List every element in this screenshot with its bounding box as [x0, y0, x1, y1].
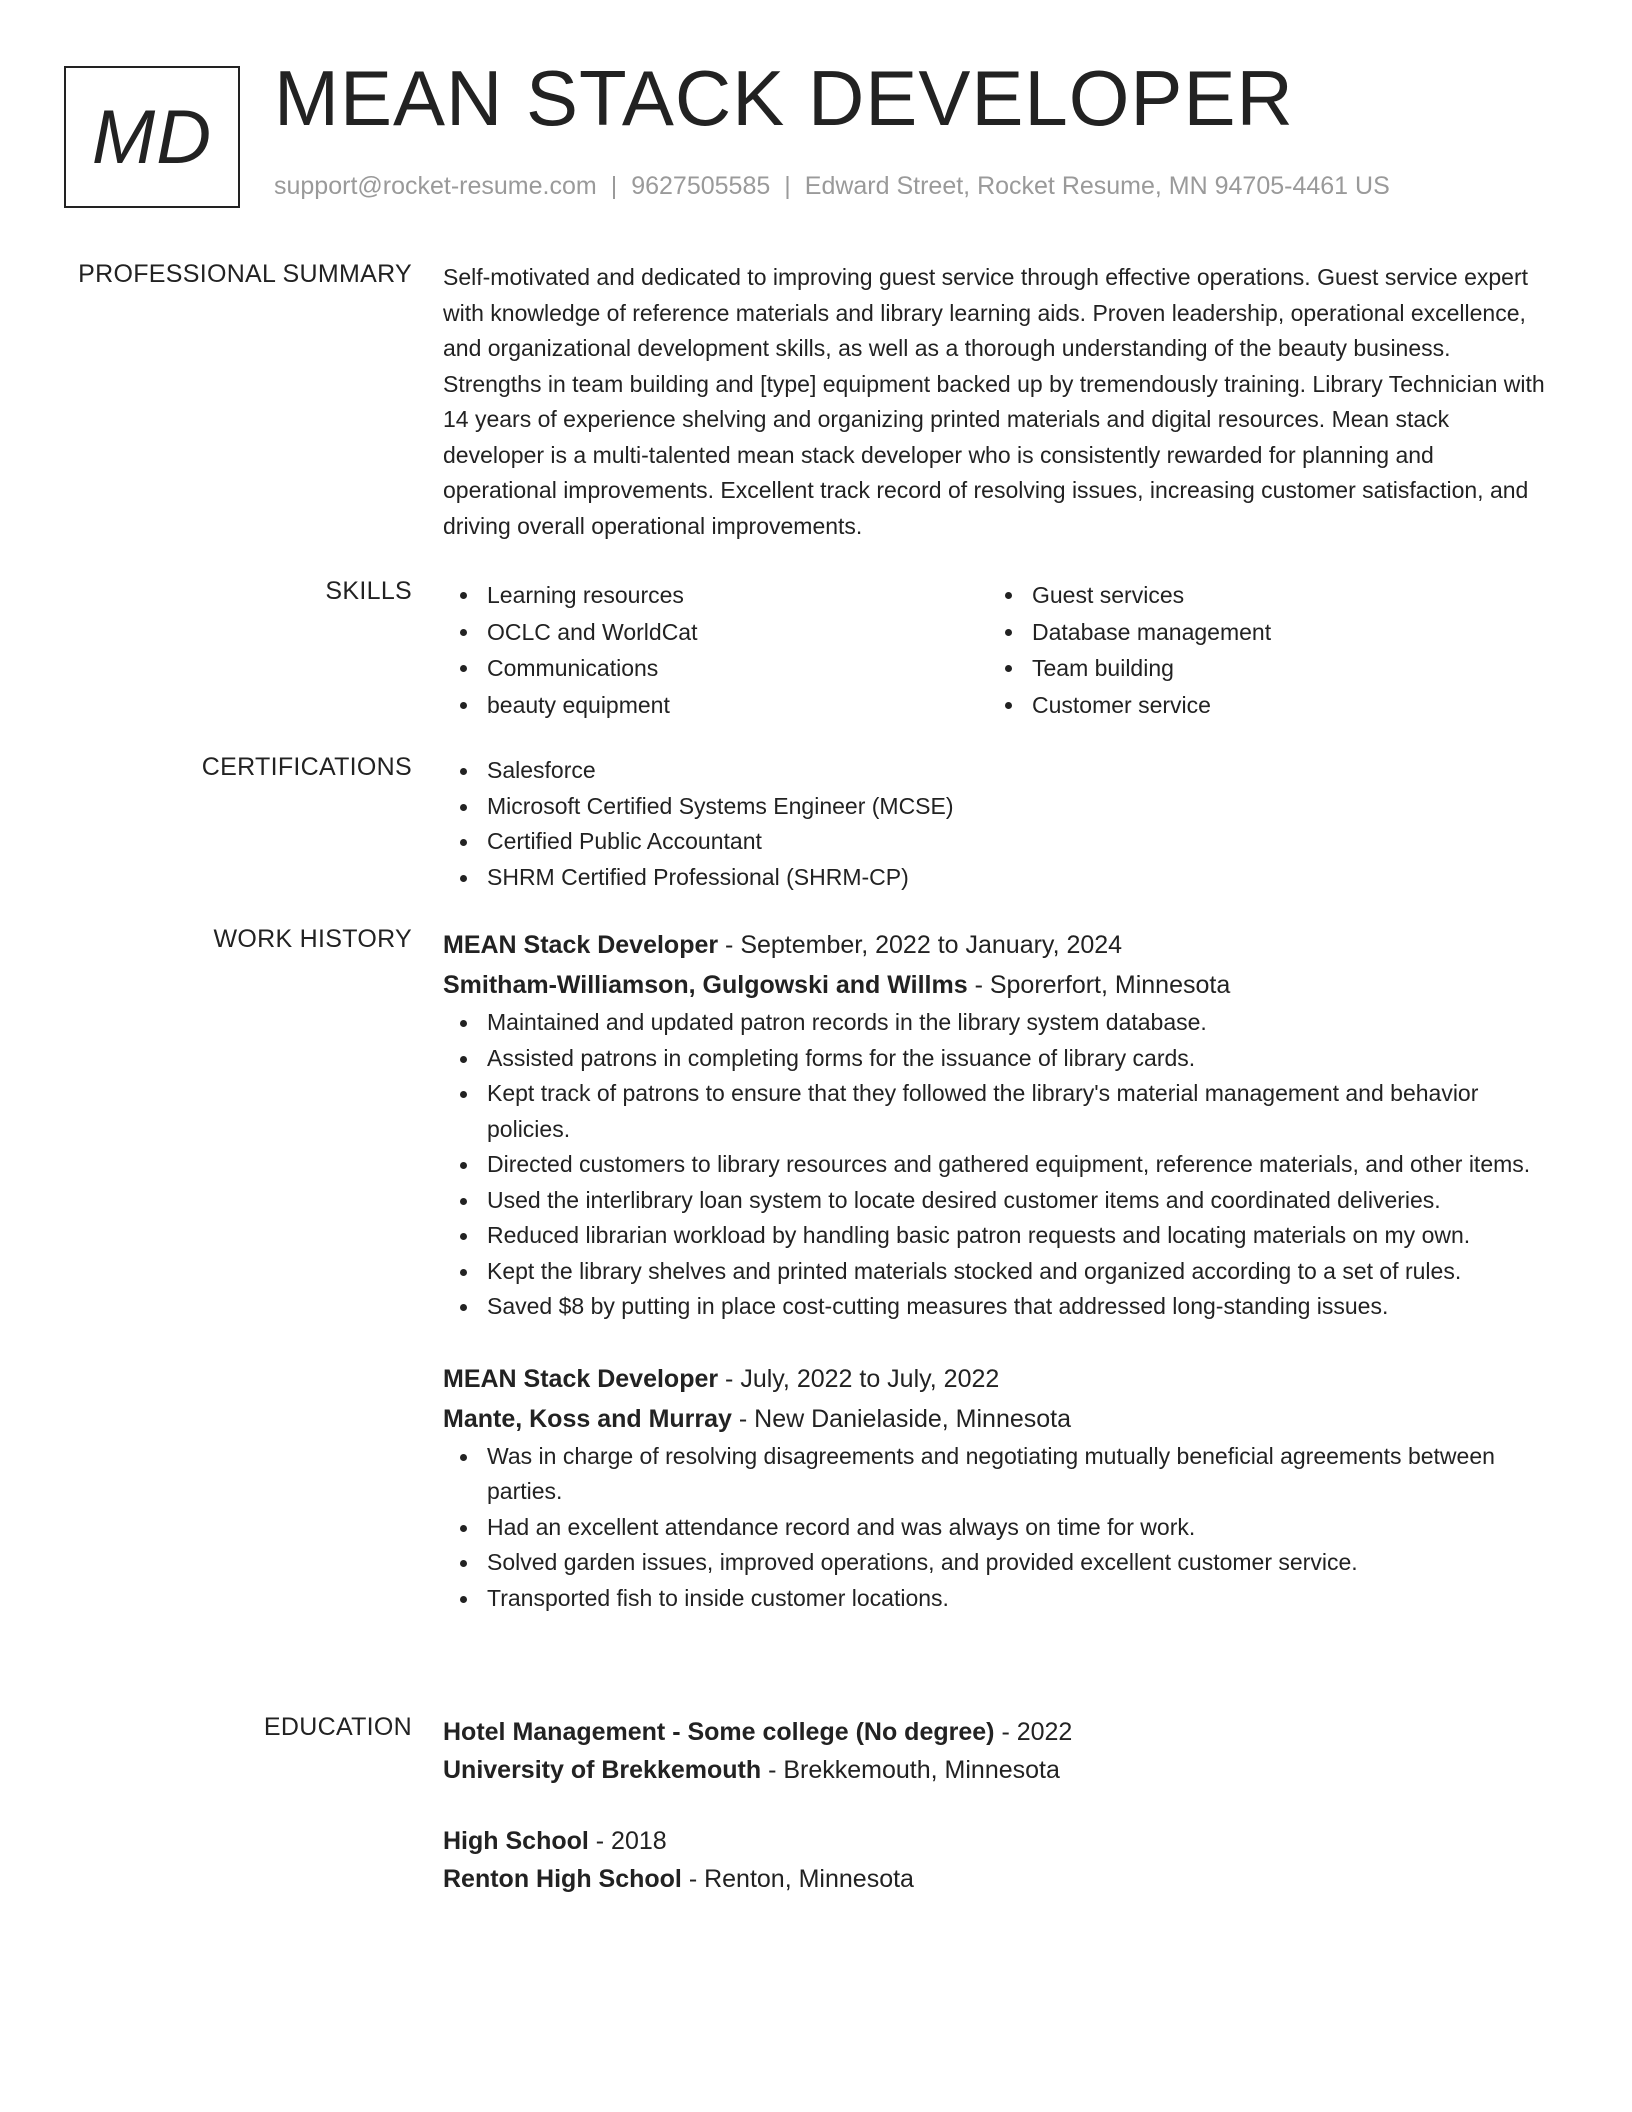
section-heading-certifications: CERTIFICATIONS [201, 753, 412, 781]
skill-item: OCLC and WorldCat [443, 614, 988, 651]
education-degree: Hotel Management - Some college (No degree) [443, 1718, 995, 1746]
job-duty-item: Kept track of patrons to ensure that they followed the library's material management and behavior policies. [443, 1076, 1553, 1147]
education-entry [443, 1713, 1553, 1789]
certifications-list [443, 753, 1553, 895]
work-history-body [443, 925, 1553, 1616]
job-duty-item: Had an excellent attendance record and was always on time for work. [443, 1510, 1553, 1546]
page-title: MEAN STACK DEVELOPER [274, 54, 1294, 142]
job-location: - Sporerfort, Minnesota [967, 971, 1231, 999]
skill-item: Database management [988, 614, 1533, 651]
job-duty-item: Assisted patrons in completing forms for the issuance of library cards. [443, 1041, 1553, 1077]
contact-address: Edward Street, Rocket Resume, MN 94705-4461 US [804, 172, 1390, 200]
job-dates: - July, 2022 to July, 2022 [718, 1364, 1000, 1393]
education-degree-line [443, 1713, 1553, 1751]
job-duty-item: Reduced librarian workload by handling basic patron requests and locating materials on my own. [443, 1218, 1553, 1254]
section-heading-skills: SKILLS [325, 577, 412, 605]
education-year: - 2018 [588, 1827, 667, 1855]
skills-list-left [443, 577, 988, 723]
section-heading-work-history: WORK HISTORY [213, 925, 412, 953]
job-duty-item: Used the interlibrary loan system to locate desired customer items and coordinated deliveries. [443, 1183, 1553, 1219]
skills-body [443, 577, 1553, 723]
education-school: University of Brekkemouth [443, 1756, 762, 1784]
education-location: - Brekkemouth, Minnesota [761, 1756, 1060, 1784]
job-title: MEAN Stack Developer [443, 1364, 719, 1393]
job-location: - New Danielaside, Minnesota [731, 1404, 1072, 1433]
job-duty-item: Maintained and updated patron records in the library system database. [443, 1005, 1553, 1041]
skill-item: Customer service [988, 687, 1533, 724]
skill-item: Learning resources [443, 577, 988, 614]
job-duty-item: Was in charge of resolving disagreements and negotiating mutually beneficial agreements between parties. [443, 1439, 1553, 1510]
certification-item: SHRM Certified Professional (SHRM-CP) [443, 860, 1553, 896]
certification-item: Microsoft Certified Systems Engineer (MCSE) [443, 789, 1553, 825]
skill-item: beauty equipment [443, 687, 988, 724]
certification-item: Salesforce [443, 753, 1553, 789]
job-company-line [443, 1399, 1553, 1439]
education-year: - 2022 [994, 1718, 1073, 1746]
job-title-line [443, 925, 1553, 965]
section-heading-summary: PROFESSIONAL SUMMARY [78, 260, 412, 288]
job-company: Smitham-Williamson, Gulgowski and Willms [443, 971, 968, 999]
monogram-initials: MD [91, 94, 213, 180]
education-location: - Renton, Minnesota [681, 1865, 914, 1893]
skill-item: Team building [988, 650, 1533, 687]
job-dates: - September, 2022 to January, 2024 [718, 931, 1123, 959]
education-degree-line [443, 1822, 1553, 1860]
contact-phone: 9627505585 [631, 172, 771, 200]
certification-item: Certified Public Accountant [443, 824, 1553, 860]
education-school-line [443, 1751, 1553, 1789]
summary-body [443, 260, 1553, 544]
job-entry [443, 1359, 1553, 1617]
contact-email: support@rocket-resume.com [274, 172, 597, 200]
contact-line [274, 172, 1390, 201]
education-body [443, 1713, 1553, 1898]
education-school-line [443, 1860, 1553, 1898]
job-duty-item: Transported fish to inside customer locations. [443, 1581, 1553, 1617]
job-company: Mante, Koss and Murray [443, 1404, 732, 1433]
job-company-line [443, 965, 1553, 1005]
skills-list-right [988, 577, 1533, 723]
contact-separator: | [610, 172, 618, 200]
skill-item: Guest services [988, 577, 1533, 614]
contact-separator: | [784, 172, 791, 200]
job-duties-list [443, 1005, 1553, 1325]
monogram-box [64, 66, 240, 208]
certifications-body [443, 753, 1553, 895]
job-title-line [443, 1359, 1553, 1399]
job-entry [443, 925, 1553, 1325]
education-degree: High School [443, 1827, 589, 1855]
skill-item: Communications [443, 650, 988, 687]
job-duty-item: Directed customers to library resources and gathered equipment, reference materials, and other items. [443, 1147, 1553, 1183]
education-school: Renton High School [443, 1865, 682, 1893]
summary-text: Self-motivated and dedicated to improving guest service through effective operations. Guest service expert with knowledge of reference materials and library learning aids. Proven leadership, operational excellence, and organizational development skills, as well as a thorough understanding of the beauty business. Strengths in team building and [type] equipment backed up by tremendously training. Library Technician with 14 years of experience shelving and organizing printed materials and digital resources. Mean stack developer is a multi-talented mean stack developer who is consistently rewarded for planning and operational improvements. Excellent track record of resolving issues, increasing customer satisfaction, and driving overall operational improvements. [443, 264, 1545, 539]
job-duty-item: Kept the library shelves and printed materials stocked and organized according to a set of rules. [443, 1254, 1553, 1290]
job-duty-item: Saved $8 by putting in place cost-cutting measures that addressed long-standing issues. [443, 1289, 1553, 1325]
job-duties-list [443, 1439, 1553, 1617]
section-heading-education: EDUCATION [263, 1713, 412, 1741]
education-entry [443, 1822, 1553, 1898]
job-title: MEAN Stack Developer [443, 931, 719, 959]
job-duty-item: Solved garden issues, improved operations, and provided excellent customer service. [443, 1545, 1553, 1581]
